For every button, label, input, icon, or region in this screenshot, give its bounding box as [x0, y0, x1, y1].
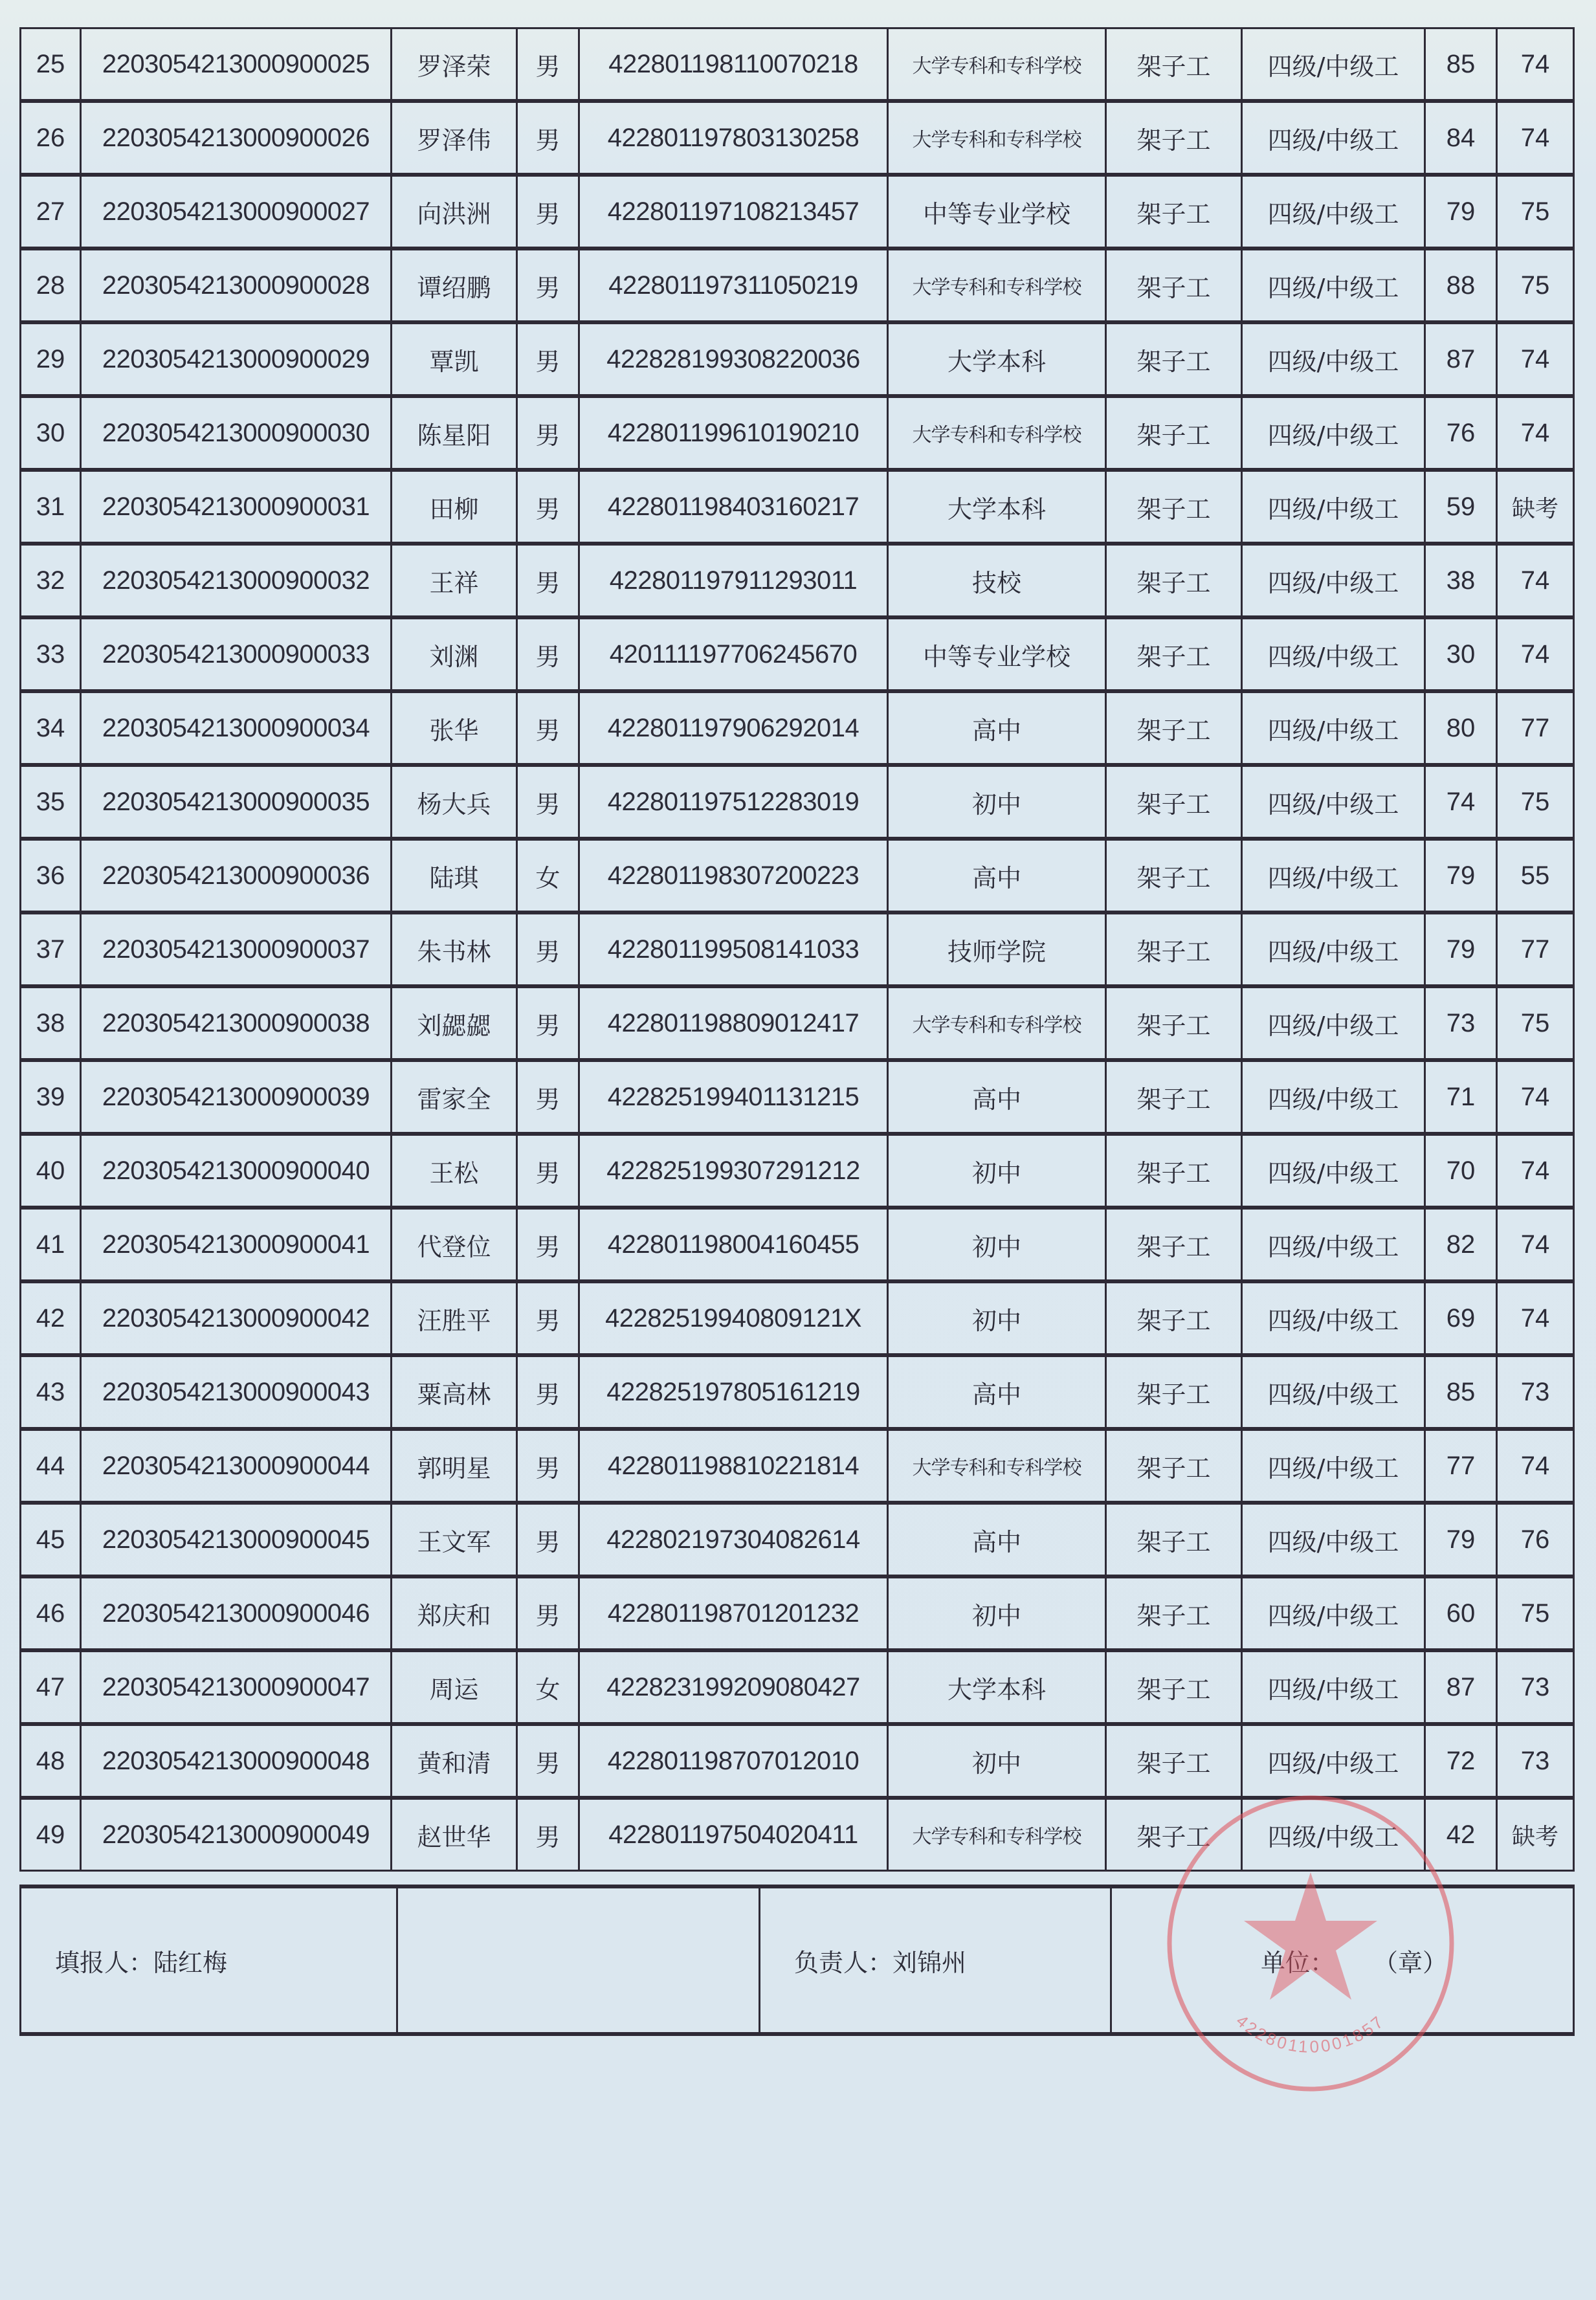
table-row — [21, 986, 1574, 1060]
row-number-cell: 43 — [21, 1355, 81, 1429]
skill-level-cell: 四级/中级工 — [1242, 912, 1425, 986]
name-cell: 田柳 — [392, 470, 517, 544]
gender-cell: 男 — [517, 1503, 579, 1576]
occupation-cell: 架子工 — [1106, 1724, 1242, 1798]
theory-score-cell: 59 — [1425, 470, 1497, 544]
id-number-cell: 422801197311050219 — [579, 249, 888, 322]
occupation-cell: 架子工 — [1106, 1798, 1242, 1871]
theory-score-cell: 60 — [1425, 1576, 1497, 1650]
table-row — [21, 396, 1574, 470]
row-number-cell: 30 — [21, 396, 81, 470]
skill-level-cell: 四级/中级工 — [1242, 28, 1425, 102]
row-number-cell: 25 — [21, 28, 81, 102]
certificate-number-cell: 2203054213000900031 — [81, 470, 392, 544]
occupation-cell: 架子工 — [1106, 1650, 1242, 1724]
theory-score-cell: 76 — [1425, 396, 1497, 470]
practical-score-cell: 76 — [1497, 1503, 1574, 1576]
education-cell: 高中 — [888, 1060, 1106, 1134]
occupation-cell: 架子工 — [1106, 1281, 1242, 1355]
theory-score-cell: 42 — [1425, 1798, 1497, 1871]
table-row — [21, 839, 1574, 912]
education-cell: 中等专业学校 — [888, 617, 1106, 691]
theory-score-cell: 73 — [1425, 986, 1497, 1060]
name-cell: 朱书林 — [392, 912, 517, 986]
id-number-cell: 422801198004160455 — [579, 1208, 888, 1281]
name-cell: 黄和清 — [392, 1724, 517, 1798]
skill-level-cell: 四级/中级工 — [1242, 1355, 1425, 1429]
occupation-cell: 架子工 — [1106, 986, 1242, 1060]
row-number-cell: 40 — [21, 1134, 81, 1208]
unit-label: 单位： — [1261, 1948, 1335, 1977]
gender-cell: 女 — [517, 839, 579, 912]
id-number-cell: 422801197108213457 — [579, 175, 888, 249]
skill-level-cell: 四级/中级工 — [1242, 249, 1425, 322]
name-cell: 罗泽伟 — [392, 101, 517, 175]
theory-score-cell: 79 — [1425, 912, 1497, 986]
gender-cell: 男 — [517, 175, 579, 249]
practical-score-cell: 55 — [1497, 839, 1574, 912]
skill-level-cell: 四级/中级工 — [1242, 1798, 1425, 1871]
theory-score-cell: 85 — [1425, 28, 1497, 102]
certificate-number-cell: 2203054213000900038 — [81, 986, 392, 1060]
id-number-cell: 422801198307200223 — [579, 839, 888, 912]
occupation-cell: 架子工 — [1106, 101, 1242, 175]
name-cell: 郭明星 — [392, 1429, 517, 1503]
skill-level-cell: 四级/中级工 — [1242, 1060, 1425, 1134]
gender-cell: 男 — [517, 1355, 579, 1429]
education-cell: 技师学院 — [888, 912, 1106, 986]
certificate-number-cell: 2203054213000900048 — [81, 1724, 392, 1798]
row-number-cell: 44 — [21, 1429, 81, 1503]
filler-label: 填报人：陆红梅 — [55, 1948, 228, 1977]
theory-score-cell: 71 — [1425, 1060, 1497, 1134]
table-row — [21, 101, 1574, 175]
gender-cell: 男 — [517, 101, 579, 175]
gender-cell: 男 — [517, 1208, 579, 1281]
theory-score-cell: 88 — [1425, 249, 1497, 322]
gender-cell: 男 — [517, 322, 579, 396]
row-number-cell: 42 — [21, 1281, 81, 1355]
occupation-cell: 架子工 — [1106, 1134, 1242, 1208]
skill-level-cell: 四级/中级工 — [1242, 322, 1425, 396]
certificate-number-cell: 2203054213000900046 — [81, 1576, 392, 1650]
row-number-cell: 49 — [21, 1798, 81, 1871]
row-number-cell: 45 — [21, 1503, 81, 1576]
education-cell: 初中 — [888, 1724, 1106, 1798]
occupation-cell: 架子工 — [1106, 249, 1242, 322]
skill-level-cell: 四级/中级工 — [1242, 1576, 1425, 1650]
skill-level-cell: 四级/中级工 — [1242, 617, 1425, 691]
practical-score-cell: 73 — [1497, 1355, 1574, 1429]
skill-level-cell: 四级/中级工 — [1242, 765, 1425, 839]
gender-cell: 男 — [517, 28, 579, 102]
certificate-number-cell: 2203054213000900032 — [81, 544, 392, 617]
gender-cell: 男 — [517, 1060, 579, 1134]
practical-score-cell: 74 — [1497, 617, 1574, 691]
skill-level-cell: 四级/中级工 — [1242, 1281, 1425, 1355]
table-row — [21, 470, 1574, 544]
name-cell: 周运 — [392, 1650, 517, 1724]
id-number-cell: 422823199209080427 — [579, 1650, 888, 1724]
name-cell: 汪胜平 — [392, 1281, 517, 1355]
education-cell: 初中 — [888, 1576, 1106, 1650]
name-cell: 王祥 — [392, 544, 517, 617]
occupation-cell: 架子工 — [1106, 322, 1242, 396]
gender-cell: 男 — [517, 249, 579, 322]
table-row — [21, 1060, 1574, 1134]
table-row — [21, 175, 1574, 249]
certificate-number-cell: 2203054213000900025 — [81, 28, 392, 102]
gender-cell: 男 — [517, 1134, 579, 1208]
practical-score-cell: 74 — [1497, 322, 1574, 396]
row-number-cell: 35 — [21, 765, 81, 839]
table-row — [21, 322, 1574, 396]
row-number-cell: 46 — [21, 1576, 81, 1650]
occupation-cell: 架子工 — [1106, 28, 1242, 102]
theory-score-cell: 38 — [1425, 544, 1497, 617]
table-row — [21, 544, 1574, 617]
practical-score-cell: 75 — [1497, 175, 1574, 249]
occupation-cell: 架子工 — [1106, 1355, 1242, 1429]
practical-score-cell: 74 — [1497, 1208, 1574, 1281]
table-row — [21, 1798, 1574, 1871]
practical-score-cell: 74 — [1497, 28, 1574, 102]
row-number-cell: 36 — [21, 839, 81, 912]
id-number-cell: 422801197906292014 — [579, 691, 888, 765]
theory-score-cell: 79 — [1425, 175, 1497, 249]
education-cell: 高中 — [888, 1355, 1106, 1429]
table-row — [21, 1503, 1574, 1576]
id-number-cell: 422825199401131215 — [579, 1060, 888, 1134]
row-number-cell: 41 — [21, 1208, 81, 1281]
occupation-cell: 架子工 — [1106, 544, 1242, 617]
practical-score-cell: 74 — [1497, 1281, 1574, 1355]
certificate-number-cell: 2203054213000900027 — [81, 175, 392, 249]
certificate-number-cell: 2203054213000900045 — [81, 1503, 392, 1576]
row-number-cell: 37 — [21, 912, 81, 986]
id-number-cell: 422801199610190210 — [579, 396, 888, 470]
occupation-cell: 架子工 — [1106, 691, 1242, 765]
blank-signature-cell — [397, 1886, 760, 2034]
id-number-cell: 422801198403160217 — [579, 470, 888, 544]
gender-cell: 男 — [517, 396, 579, 470]
name-cell: 杨大兵 — [392, 765, 517, 839]
id-number-cell: 42282519940809121X — [579, 1281, 888, 1355]
practical-score-cell: 73 — [1497, 1650, 1574, 1724]
name-cell: 陆琪 — [392, 839, 517, 912]
certificate-number-cell: 2203054213000900041 — [81, 1208, 392, 1281]
practical-score-cell: 75 — [1497, 765, 1574, 839]
table-row — [21, 912, 1574, 986]
id-number-cell: 422801198810221814 — [579, 1429, 888, 1503]
theory-score-cell: 74 — [1425, 765, 1497, 839]
theory-score-cell: 77 — [1425, 1429, 1497, 1503]
certificate-number-cell: 2203054213000900040 — [81, 1134, 392, 1208]
theory-score-cell: 70 — [1425, 1134, 1497, 1208]
name-cell: 陈星阳 — [392, 396, 517, 470]
practical-score-cell: 74 — [1497, 396, 1574, 470]
education-cell: 大学专科和专科学校 — [888, 1798, 1106, 1871]
gender-cell: 男 — [517, 617, 579, 691]
occupation-cell: 架子工 — [1106, 1060, 1242, 1134]
table-row — [21, 617, 1574, 691]
table-row — [21, 1429, 1574, 1503]
table-row — [21, 1208, 1574, 1281]
practical-score-cell: 74 — [1497, 1429, 1574, 1503]
skill-level-cell: 四级/中级工 — [1242, 1724, 1425, 1798]
name-cell: 代登位 — [392, 1208, 517, 1281]
id-number-cell: 422801198701201232 — [579, 1576, 888, 1650]
gender-cell: 男 — [517, 1429, 579, 1503]
row-number-cell: 28 — [21, 249, 81, 322]
certificate-number-cell: 2203054213000900049 — [81, 1798, 392, 1871]
table-row — [21, 1281, 1574, 1355]
practical-score-cell: 缺考 — [1497, 1798, 1574, 1871]
id-number-cell: 422801197803130258 — [579, 101, 888, 175]
practical-score-cell: 77 — [1497, 912, 1574, 986]
gender-cell: 男 — [517, 1576, 579, 1650]
education-cell: 初中 — [888, 1281, 1106, 1355]
id-number-cell: 422801198707012010 — [579, 1724, 888, 1798]
gender-cell: 女 — [517, 1650, 579, 1724]
theory-score-cell: 72 — [1425, 1724, 1497, 1798]
occupation-cell: 架子工 — [1106, 765, 1242, 839]
name-cell: 刘渊 — [392, 617, 517, 691]
name-cell: 张华 — [392, 691, 517, 765]
name-cell: 谭绍鹏 — [392, 249, 517, 322]
practical-score-cell: 74 — [1497, 1060, 1574, 1134]
occupation-cell: 架子工 — [1106, 175, 1242, 249]
education-cell: 初中 — [888, 765, 1106, 839]
education-cell: 大学专科和专科学校 — [888, 101, 1106, 175]
theory-score-cell: 69 — [1425, 1281, 1497, 1355]
id-number-cell: 422825197805161219 — [579, 1355, 888, 1429]
name-cell: 罗泽荣 — [392, 28, 517, 102]
certificate-number-cell: 2203054213000900047 — [81, 1650, 392, 1724]
education-cell: 大学专科和专科学校 — [888, 249, 1106, 322]
name-cell: 向洪洲 — [392, 175, 517, 249]
certificate-number-cell: 2203054213000900043 — [81, 1355, 392, 1429]
practical-score-cell: 73 — [1497, 1724, 1574, 1798]
education-cell: 大学本科 — [888, 322, 1106, 396]
name-cell: 刘勰勰 — [392, 986, 517, 1060]
practical-score-cell: 74 — [1497, 101, 1574, 175]
row-number-cell: 34 — [21, 691, 81, 765]
practical-score-cell: 77 — [1497, 691, 1574, 765]
row-number-cell: 31 — [21, 470, 81, 544]
skill-level-cell: 四级/中级工 — [1242, 544, 1425, 617]
theory-score-cell: 79 — [1425, 839, 1497, 912]
occupation-cell: 架子工 — [1106, 1208, 1242, 1281]
occupation-cell: 架子工 — [1106, 470, 1242, 544]
table-row — [21, 1576, 1574, 1650]
skill-level-cell: 四级/中级工 — [1242, 1429, 1425, 1503]
theory-score-cell: 80 — [1425, 691, 1497, 765]
occupation-cell: 架子工 — [1106, 1503, 1242, 1576]
theory-score-cell: 87 — [1425, 322, 1497, 396]
row-number-cell: 38 — [21, 986, 81, 1060]
certificate-number-cell: 2203054213000900044 — [81, 1429, 392, 1503]
education-cell: 高中 — [888, 839, 1106, 912]
practical-score-cell: 74 — [1497, 1134, 1574, 1208]
row-number-cell: 26 — [21, 101, 81, 175]
theory-score-cell: 84 — [1425, 101, 1497, 175]
skill-level-cell: 四级/中级工 — [1242, 1134, 1425, 1208]
table-row — [21, 1355, 1574, 1429]
svg-text:42280110001857: 42280110001857 — [1232, 2011, 1389, 2057]
gender-cell: 男 — [517, 691, 579, 765]
filler-cell — [21, 1886, 397, 2034]
row-number-cell: 32 — [21, 544, 81, 617]
occupation-cell: 架子工 — [1106, 1429, 1242, 1503]
occupation-cell: 架子工 — [1106, 839, 1242, 912]
id-number-cell: 422801197911293011 — [579, 544, 888, 617]
certificate-number-cell: 2203054213000900036 — [81, 839, 392, 912]
gender-cell: 男 — [517, 986, 579, 1060]
education-cell: 高中 — [888, 691, 1106, 765]
skill-level-cell: 四级/中级工 — [1242, 839, 1425, 912]
certificate-number-cell: 2203054213000900026 — [81, 101, 392, 175]
skill-level-cell: 四级/中级工 — [1242, 396, 1425, 470]
certificate-number-cell: 2203054213000900035 — [81, 765, 392, 839]
education-cell: 大学专科和专科学校 — [888, 396, 1106, 470]
education-cell: 大学本科 — [888, 470, 1106, 544]
table-row — [21, 765, 1574, 839]
certificate-number-cell: 2203054213000900042 — [81, 1281, 392, 1355]
name-cell: 雷家全 — [392, 1060, 517, 1134]
row-number-cell: 29 — [21, 322, 81, 396]
table-row — [21, 28, 1574, 102]
occupation-cell: 架子工 — [1106, 617, 1242, 691]
gender-cell: 男 — [517, 544, 579, 617]
table-row — [21, 691, 1574, 765]
theory-score-cell: 82 — [1425, 1208, 1497, 1281]
certificate-number-cell: 2203054213000900037 — [81, 912, 392, 986]
occupation-cell: 架子工 — [1106, 1576, 1242, 1650]
skill-level-cell: 四级/中级工 — [1242, 470, 1425, 544]
skill-level-cell: 四级/中级工 — [1242, 691, 1425, 765]
certificate-number-cell: 2203054213000900029 — [81, 322, 392, 396]
name-cell: 王松 — [392, 1134, 517, 1208]
id-number-cell: 422801197504020411 — [579, 1798, 888, 1871]
id-number-cell: 422801198809012417 — [579, 986, 888, 1060]
certificate-number-cell: 2203054213000900033 — [81, 617, 392, 691]
table-row — [21, 1650, 1574, 1724]
education-cell: 大学本科 — [888, 1650, 1106, 1724]
skill-level-cell: 四级/中级工 — [1242, 175, 1425, 249]
gender-cell: 男 — [517, 1798, 579, 1871]
name-cell: 赵世华 — [392, 1798, 517, 1871]
table-row — [21, 1724, 1574, 1798]
certificate-number-cell: 2203054213000900039 — [81, 1060, 392, 1134]
name-cell: 粟高林 — [392, 1355, 517, 1429]
certificate-number-cell: 2203054213000900030 — [81, 396, 392, 470]
skill-level-cell: 四级/中级工 — [1242, 1503, 1425, 1576]
education-cell: 中等专业学校 — [888, 175, 1106, 249]
name-cell: 郑庆和 — [392, 1576, 517, 1650]
responsible-label: 负责人：刘锦州 — [794, 1948, 967, 1977]
practical-score-cell: 75 — [1497, 249, 1574, 322]
signature-footer — [19, 1885, 1575, 2036]
gender-cell: 男 — [517, 1724, 579, 1798]
practical-score-cell: 75 — [1497, 1576, 1574, 1650]
skill-level-cell: 四级/中级工 — [1242, 101, 1425, 175]
theory-score-cell: 30 — [1425, 617, 1497, 691]
id-number-cell: 422801198110070218 — [579, 28, 888, 102]
theory-score-cell: 79 — [1425, 1503, 1497, 1576]
id-number-cell: 422825199307291212 — [579, 1134, 888, 1208]
table-row — [21, 249, 1574, 322]
theory-score-cell: 85 — [1425, 1355, 1497, 1429]
skill-level-cell: 四级/中级工 — [1242, 1208, 1425, 1281]
row-number-cell: 33 — [21, 617, 81, 691]
gender-cell: 男 — [517, 912, 579, 986]
education-cell: 高中 — [888, 1503, 1106, 1576]
exam-results-table — [19, 27, 1575, 1872]
education-cell: 初中 — [888, 1134, 1106, 1208]
practical-score-cell: 75 — [1497, 986, 1574, 1060]
occupation-cell: 架子工 — [1106, 396, 1242, 470]
education-cell: 大学专科和专科学校 — [888, 28, 1106, 102]
education-cell: 大学专科和专科学校 — [888, 1429, 1106, 1503]
name-cell: 覃凯 — [392, 322, 517, 396]
skill-level-cell: 四级/中级工 — [1242, 1650, 1425, 1724]
occupation-cell: 架子工 — [1106, 912, 1242, 986]
row-number-cell: 27 — [21, 175, 81, 249]
row-number-cell: 39 — [21, 1060, 81, 1134]
table-row — [21, 1134, 1574, 1208]
certificate-number-cell: 2203054213000900028 — [81, 249, 392, 322]
responsible-cell — [760, 1886, 1111, 2034]
id-number-cell: 420111197706245670 — [579, 617, 888, 691]
theory-score-cell: 87 — [1425, 1650, 1497, 1724]
name-cell: 王文军 — [392, 1503, 517, 1576]
practical-score-cell: 缺考 — [1497, 470, 1574, 544]
gender-cell: 男 — [517, 765, 579, 839]
row-number-cell: 47 — [21, 1650, 81, 1724]
id-number-cell: 422828199308220036 — [579, 322, 888, 396]
certificate-number-cell: 2203054213000900034 — [81, 691, 392, 765]
skill-level-cell: 四级/中级工 — [1242, 986, 1425, 1060]
id-number-cell: 422801199508141033 — [579, 912, 888, 986]
row-number-cell: 48 — [21, 1724, 81, 1798]
unit-seal-cell — [1111, 1886, 1574, 2034]
seal-label: （章） — [1373, 1948, 1448, 1977]
education-cell: 大学专科和专科学校 — [888, 986, 1106, 1060]
gender-cell: 男 — [517, 470, 579, 544]
gender-cell: 男 — [517, 1281, 579, 1355]
id-number-cell: 422801197512283019 — [579, 765, 888, 839]
practical-score-cell: 74 — [1497, 544, 1574, 617]
id-number-cell: 422802197304082614 — [579, 1503, 888, 1576]
education-cell: 初中 — [888, 1208, 1106, 1281]
education-cell: 技校 — [888, 544, 1106, 617]
